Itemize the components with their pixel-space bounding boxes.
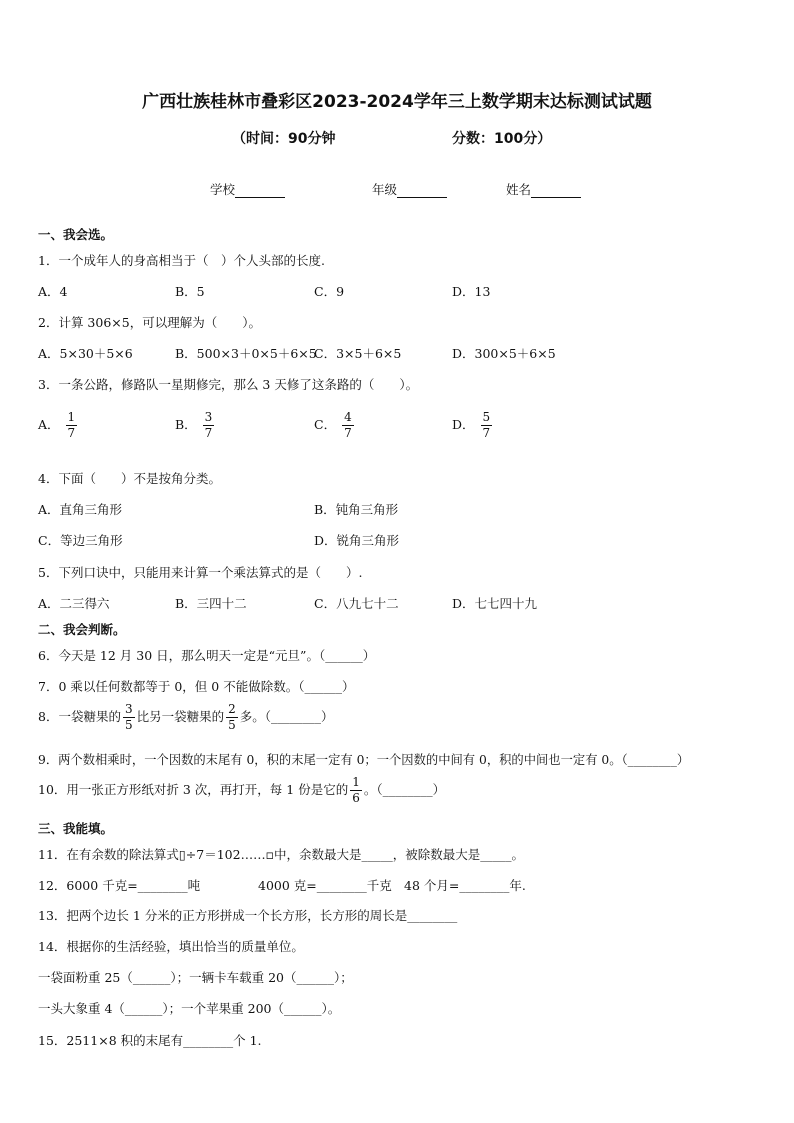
q3-option-a-label: A．	[38, 417, 60, 432]
q2-option-a: A．5×30＋5×6	[38, 346, 133, 361]
question-14: 14．根据你的生活经验，填出恰当的质量单位。	[38, 939, 304, 954]
q8-fraction-1	[123, 702, 135, 733]
q3-fraction-b	[203, 410, 215, 441]
q3-fraction-c	[342, 410, 354, 441]
q4-option-a: A．直角三角形	[38, 502, 123, 517]
q5-option-a: A．二三得六	[38, 596, 110, 611]
question-2: 2．计算 306×5，可以理解为（ ）。	[38, 315, 261, 330]
q1-option-c: C．9	[314, 284, 345, 299]
numerator: 5	[482, 410, 491, 424]
numerator: 3	[124, 702, 133, 716]
section-judge-heading: 二、我会判断。	[38, 622, 126, 637]
name-blank[interactable]	[531, 183, 581, 198]
q10-text-1: 10．用一张正方形纸对折 3 次，再打开，每 1 份是它的	[38, 782, 349, 797]
numerator: 2	[228, 702, 236, 716]
q2-option-b: B．500×3＋0×5＋6×5	[175, 346, 317, 361]
time-limit: （时间：90分钟	[232, 131, 336, 147]
q8-text-1: 8．一袋糖果的	[38, 709, 121, 724]
q4-option-b: B．钝角三角形	[314, 502, 399, 517]
q4-option-c: C．等边三角形	[38, 533, 123, 548]
q3-option-d	[452, 410, 494, 441]
grade-field	[372, 180, 447, 198]
question-15: 15．2511×8 积的末尾有________个 1.	[38, 1033, 262, 1048]
numerator: 3	[204, 410, 213, 424]
q3-fraction-d	[481, 410, 493, 441]
numerator: 4	[344, 410, 352, 424]
denominator: 7	[204, 426, 213, 440]
q5-option-d: D．七七四十九	[452, 596, 538, 611]
question-7: 7．0 乘以任何数都等于 0，但 0 不能做除数。（______）	[38, 679, 355, 694]
q10-fraction	[350, 775, 362, 806]
question-12a: 12．6000 千克=________吨	[38, 878, 201, 893]
page-title: 广西壮族桂林市叠彩区2023-2024学年三上数学期末达标测试试题	[142, 92, 652, 112]
q3-option-a	[38, 410, 79, 441]
grade-label: 年级	[372, 182, 398, 197]
section-choice-heading: 一、我会选。	[38, 227, 114, 242]
numerator: 1	[352, 775, 360, 789]
denominator: 7	[344, 426, 352, 440]
q8-text-3: 多。（________）	[239, 709, 334, 724]
q3-option-c-label: C．	[314, 417, 337, 432]
q1-option-a: A．4	[38, 284, 68, 299]
q10-text-2: 。（________）	[363, 782, 446, 797]
denominator: 6	[352, 791, 360, 805]
q1-option-b: B．5	[175, 284, 205, 299]
total-score: 分数：100分）	[452, 131, 552, 147]
question-5: 5．下列口诀中，只能用来计算一个乘法算式的是（ ）.	[38, 565, 363, 580]
q1-option-d: D．13	[452, 284, 491, 299]
question-3: 3．一条公路，修路队一星期修完，那么 3 天修了这条路的（ ）。	[38, 377, 419, 392]
q5-option-b: B．三四十二	[175, 596, 247, 611]
question-10	[38, 775, 445, 806]
numerator: 1	[67, 410, 76, 424]
grade-blank[interactable]	[397, 183, 447, 198]
question-4: 4．下面（ ）不是按角分类。	[38, 471, 221, 486]
section-fill-heading: 三、我能填。	[38, 821, 114, 836]
school-blank[interactable]	[235, 183, 285, 198]
q2-option-c: C．3×5＋6×5	[314, 346, 402, 361]
q3-option-c	[314, 410, 356, 441]
school-field	[210, 180, 285, 198]
denominator: 5	[124, 718, 133, 732]
school-label: 学校	[210, 182, 236, 197]
q8-text-2: 比另一袋糖果的	[136, 709, 225, 724]
question-11: 11．在有余数的除法算式▯÷7＝102……▫中，余数最大是_____，被除数最大是_____。	[38, 847, 525, 862]
denominator: 7	[482, 426, 491, 440]
question-14-line-2: 一头大象重 4（______）；一个苹果重 200（______）。	[38, 1001, 341, 1016]
name-field	[506, 180, 581, 198]
q5-option-c: C．八九七十二	[314, 596, 399, 611]
question-12b: 4000 克=________千克	[258, 878, 392, 893]
question-6: 6．今天是 12 月 30 日，那么明天一定是“元旦”。（______）	[38, 648, 376, 663]
name-label: 姓名	[506, 182, 532, 197]
q8-fraction-2	[226, 702, 238, 733]
question-14-line-1: 一袋面粉重 25（______）；一辆卡车载重 20（______）；	[38, 970, 353, 985]
q3-option-b-label: B．	[175, 417, 197, 432]
question-12c: 48 个月=________年.	[404, 878, 526, 893]
q4-option-d: D．锐角三角形	[314, 533, 400, 548]
q3-option-d-label: D．	[452, 417, 475, 432]
question-1: 1．一个成年人的身高相当于（ ）个人头部的长度.	[38, 253, 325, 268]
q3-fraction-a	[66, 410, 78, 441]
q2-option-d: D．300×5＋6×5	[452, 346, 556, 361]
question-9: 9．两个数相乘时，一个因数的末尾有 0，积的末尾一定有 0；一个因数的中间有 0，积的中间也一定有 0。（________）	[38, 753, 690, 767]
question-8	[38, 702, 334, 733]
denominator: 5	[228, 718, 236, 732]
q3-option-b	[175, 410, 216, 441]
denominator: 7	[67, 426, 76, 440]
question-13: 13．把两个边长 1 分米的正方形拼成一个长方形，长方形的周长是________	[38, 908, 458, 923]
